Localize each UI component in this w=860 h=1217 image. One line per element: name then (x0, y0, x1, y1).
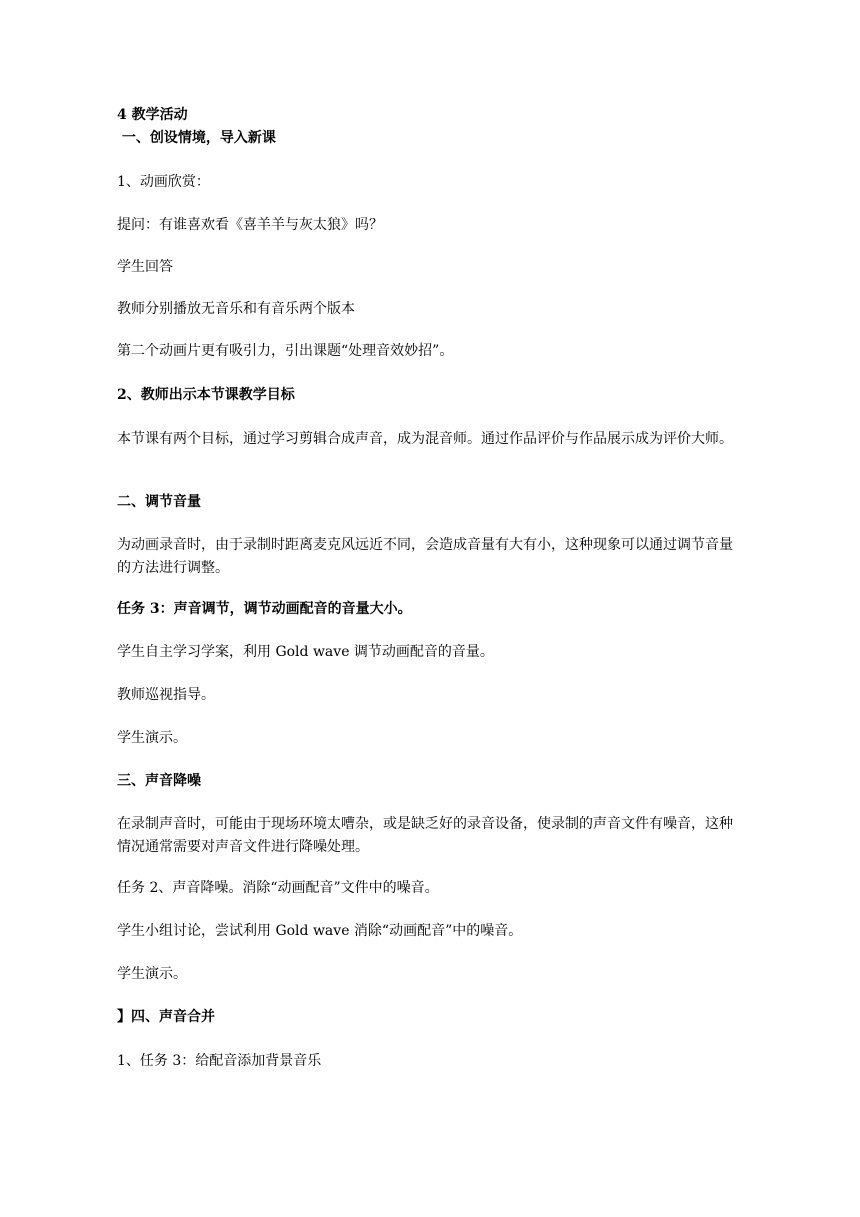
task-3-title: 任务 3：声音调节，调节动画配音的音量大小。 (117, 601, 412, 617)
teacher-guide-text: 教师巡视指导。 (117, 687, 215, 703)
group-discuss-text: 学生小组讨论，尝试利用 Gold wave 消除“动画配音”中的噪音。 (117, 923, 523, 939)
section-4-title: 】四、声音合并 (117, 1009, 215, 1025)
task-3-background-music: 1、任务 3：给配音添加背景音乐 (117, 1053, 322, 1069)
item-1-title: 1、动画欣赏： (117, 174, 210, 190)
question-text: 提问：有谁喜欢看《喜羊羊与灰太狼》吗？ (117, 217, 383, 233)
task-2-text: 任务 2、声音降噪。消除“动画配音”文件中的噪音。 (117, 880, 439, 896)
item-2-title: 2、教师出示本节课教学目标 (117, 387, 295, 403)
section-2-paragraph: 为动画录音时，由于录制时距离麦克风远近不同，会造成音量有大有小，这种现象可以通过调节音量的方法进行调整。 (117, 537, 733, 576)
heading-teaching-activities: 4 教学活动 (117, 107, 188, 123)
section-1-title: 一、创设情境，导入新课 (117, 130, 276, 146)
teacher-play-text: 教师分别播放无音乐和有音乐两个版本 (117, 301, 355, 317)
section-3-title: 三、声音降噪 (117, 773, 201, 789)
student-answer: 学生回答 (117, 259, 173, 275)
section-2-title: 二、调节音量 (117, 494, 201, 510)
self-study-text: 学生自主学习学案，利用 Gold wave 调节动画配音的音量。 (117, 644, 494, 660)
goals-paragraph: 本节课有两个目标，通过学习剪辑合成声音，成为混音师。通过作品评价与作品展示成为评价大师。 (117, 431, 733, 447)
student-demo-2: 学生演示。 (117, 966, 187, 982)
second-animation-text: 第二个动画片更有吸引力，引出课题“处理音效妙招”。 (117, 343, 454, 359)
student-demo-1: 学生演示。 (117, 730, 187, 746)
section-3-paragraph: 在录制声音时，可能由于现场环境太嘈杂，或是缺乏好的录音设备，使录制的声音文件有噪音，这种情况通常需要对声音文件进行降噪处理。 (117, 816, 733, 855)
